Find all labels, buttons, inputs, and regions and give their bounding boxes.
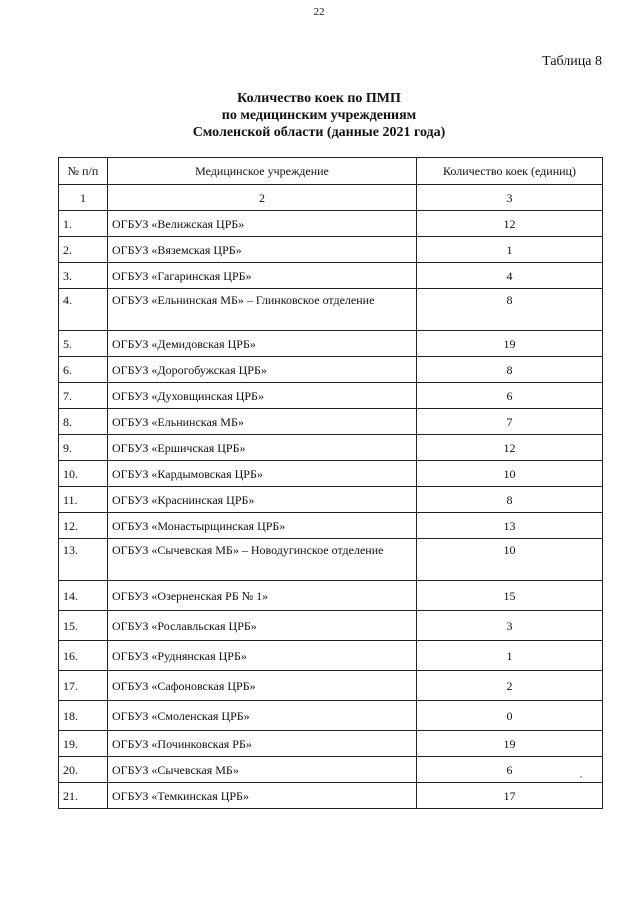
table-row xyxy=(59,539,603,581)
row-number-cell: 20. xyxy=(59,757,108,783)
beds-count-cell: 10 xyxy=(417,539,603,581)
beds-count-cell: 10 xyxy=(417,461,603,487)
institution-cell: ОГБУЗ «Гагаринская ЦРБ» xyxy=(108,263,417,289)
beds-count-cell: 1 xyxy=(417,237,603,263)
table-row xyxy=(59,383,603,409)
table-row xyxy=(59,731,603,757)
beds-count-cell: 19 xyxy=(417,331,603,357)
row-number-cell: 19. xyxy=(59,731,108,757)
beds-count-cell: 13 xyxy=(417,513,603,539)
row-number-cell: 14. xyxy=(59,581,108,611)
row-number-cell: 4. xyxy=(59,289,108,331)
row-number-cell: 21. xyxy=(59,783,108,809)
row-number-cell: 11. xyxy=(59,487,108,513)
institution-cell: ОГБУЗ «Рославльская ЦРБ» xyxy=(108,611,417,641)
row-number-cell: 1. xyxy=(59,211,108,237)
row-number-cell: 17. xyxy=(59,671,108,701)
row-number-cell: 8. xyxy=(59,409,108,435)
header-row xyxy=(59,158,603,185)
institution-cell: ОГБУЗ «Велижская ЦРБ» xyxy=(108,211,417,237)
row-number-cell: 10. xyxy=(59,461,108,487)
beds-count-cell: 2 xyxy=(417,671,603,701)
row-number-cell: 6. xyxy=(59,357,108,383)
beds-count-cell: 12 xyxy=(417,211,603,237)
row-number-cell: 9. xyxy=(59,435,108,461)
beds-count-cell: 17 xyxy=(417,783,603,809)
header-cell: Медицинское учреждение xyxy=(108,158,417,185)
row-number-cell: 16. xyxy=(59,641,108,671)
table-row xyxy=(59,513,603,539)
table-row xyxy=(59,487,603,513)
table-row xyxy=(59,331,603,357)
beds-count-cell: 0 xyxy=(417,701,603,731)
beds-count-cell: 4 xyxy=(417,263,603,289)
institution-cell: ОГБУЗ «Монастырщинская ЦРБ» xyxy=(108,513,417,539)
header-cell: Количество коек (единиц) xyxy=(417,158,603,185)
institution-cell: ОГБУЗ «Сычевская МБ» – Новодугинское отделение xyxy=(108,539,417,581)
institution-cell: ОГБУЗ «Демидовская ЦРБ» xyxy=(108,331,417,357)
institution-cell: ОГБУЗ «Починковская РБ» xyxy=(108,731,417,757)
institution-cell: ОГБУЗ «Темкинская ЦРБ» xyxy=(108,783,417,809)
table-row xyxy=(59,783,603,809)
title-line: по медицинским учреждениям xyxy=(221,108,417,123)
row-number-cell: 18. xyxy=(59,701,108,731)
page-number: 22 xyxy=(313,6,325,18)
institution-cell: ОГБУЗ «Смоленская ЦРБ» xyxy=(108,701,417,731)
institution-cell: ОГБУЗ «Ершичская ЦРБ» xyxy=(108,435,417,461)
table-row xyxy=(59,757,603,783)
title-line: Смоленской области (данные 2021 года) xyxy=(192,125,446,140)
column-number-row xyxy=(59,185,603,211)
title-line: Количество коек по ПМП xyxy=(237,91,401,106)
table-row xyxy=(59,357,603,383)
table-row xyxy=(59,641,603,671)
table-title xyxy=(0,90,638,141)
beds-count-cell: 8 xyxy=(417,487,603,513)
institution-cell: ОГБУЗ «Ельнинская МБ» – Глинковское отделение xyxy=(108,289,417,331)
beds-count-cell: 12 xyxy=(417,435,603,461)
column-number-cell: 1 xyxy=(59,185,108,211)
beds-table xyxy=(58,157,603,809)
institution-cell: ОГБУЗ «Краснинская ЦРБ» xyxy=(108,487,417,513)
table-row xyxy=(59,211,603,237)
beds-count-cell: 19 xyxy=(417,731,603,757)
beds-count-cell: 6 xyxy=(417,383,603,409)
row-number-cell: 2. xyxy=(59,237,108,263)
row-number-cell: 15. xyxy=(59,611,108,641)
column-number-cell: 3 xyxy=(417,185,603,211)
table-row xyxy=(59,671,603,701)
institution-cell: ОГБУЗ «Ельнинская МБ» xyxy=(108,409,417,435)
beds-count-cell: 8 xyxy=(417,289,603,331)
table-row xyxy=(59,435,603,461)
beds-count-cell: 1 xyxy=(417,641,603,671)
row-number-cell: 5. xyxy=(59,331,108,357)
beds-count-cell: 6 xyxy=(417,757,603,783)
beds-count-cell: 3 xyxy=(417,611,603,641)
institution-cell: ОГБУЗ «Кардымовская ЦРБ» xyxy=(108,461,417,487)
table-label: Таблица 8 xyxy=(542,54,602,69)
table-row xyxy=(59,611,603,641)
table-row xyxy=(59,263,603,289)
beds-count-cell: 15 xyxy=(417,581,603,611)
table-row xyxy=(59,701,603,731)
beds-count-cell: 8 xyxy=(417,357,603,383)
table-row xyxy=(59,237,603,263)
header-cell: № п/п xyxy=(59,158,108,185)
institution-cell: ОГБУЗ «Духовщинская ЦРБ» xyxy=(108,383,417,409)
institution-cell: ОГБУЗ «Дорогобужская ЦРБ» xyxy=(108,357,417,383)
table-row xyxy=(59,581,603,611)
table-row xyxy=(59,289,603,331)
table-row xyxy=(59,461,603,487)
column-number-cell: 2 xyxy=(108,185,417,211)
beds-count-cell: 7 xyxy=(417,409,603,435)
institution-cell: ОГБУЗ «Сычевская МБ» xyxy=(108,757,417,783)
row-number-cell: 12. xyxy=(59,513,108,539)
row-number-cell: 3. xyxy=(59,263,108,289)
institution-cell: ОГБУЗ «Озерненская РБ № 1» xyxy=(108,581,417,611)
institution-cell: ОГБУЗ «Вяземская ЦРБ» xyxy=(108,237,417,263)
scan-speck xyxy=(580,776,582,778)
row-number-cell: 7. xyxy=(59,383,108,409)
institution-cell: ОГБУЗ «Руднянская ЦРБ» xyxy=(108,641,417,671)
institution-cell: ОГБУЗ «Сафоновская ЦРБ» xyxy=(108,671,417,701)
table-row xyxy=(59,409,603,435)
row-number-cell: 13. xyxy=(59,539,108,581)
